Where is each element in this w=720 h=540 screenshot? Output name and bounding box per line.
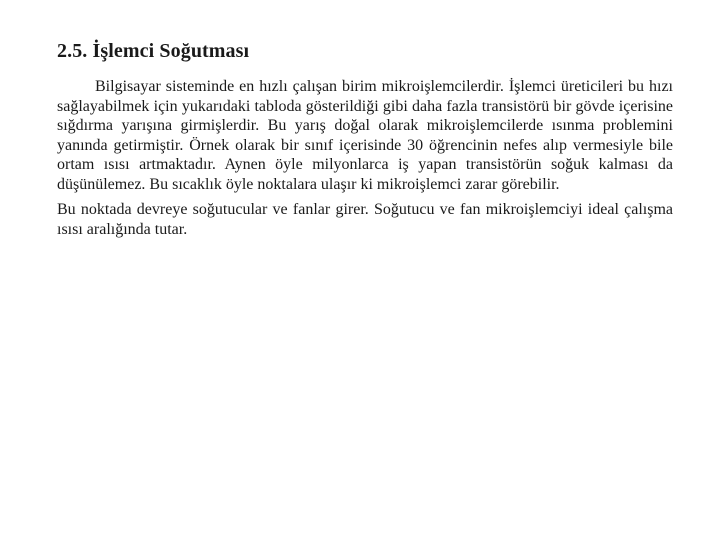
section-heading: 2.5. İşlemci Soğutması — [57, 40, 250, 62]
body-paragraph-2: Bu noktada devreye soğutucular ve fanlar girer. Soğutucu ve fan mikroişlemciyi ideal çalışma ısısı aralığında tutar. — [57, 201, 673, 238]
document-page — [57, 38, 673, 239]
body-paragraph-1: Bilgisayar sisteminde en hızlı çalışan birim mikroişlemcilerdir. İşlemci üreticileri bu hızı sağlayabilmek için yukarıdaki tabloda gösterildiği gibi daha fazla transistörü bir gövde içerisine sığdırma yarışına girmişlerdir. Bu yarış doğal olarak mikroişlemcilerde ısınma problemini yanında getirmiştir. Örnek olarak bir sınıf içerisinde 30 öğrencinin nefes alıp vermesiyle bile ortam ısısı artmaktadır. Aynen öyle milyonlarca iş yapan transistörün soğuk kalması da düşünülemez. Bu sıcaklık öyle noktalara ulaşır ki mikroişlemci zarar görebilir. — [57, 78, 673, 193]
